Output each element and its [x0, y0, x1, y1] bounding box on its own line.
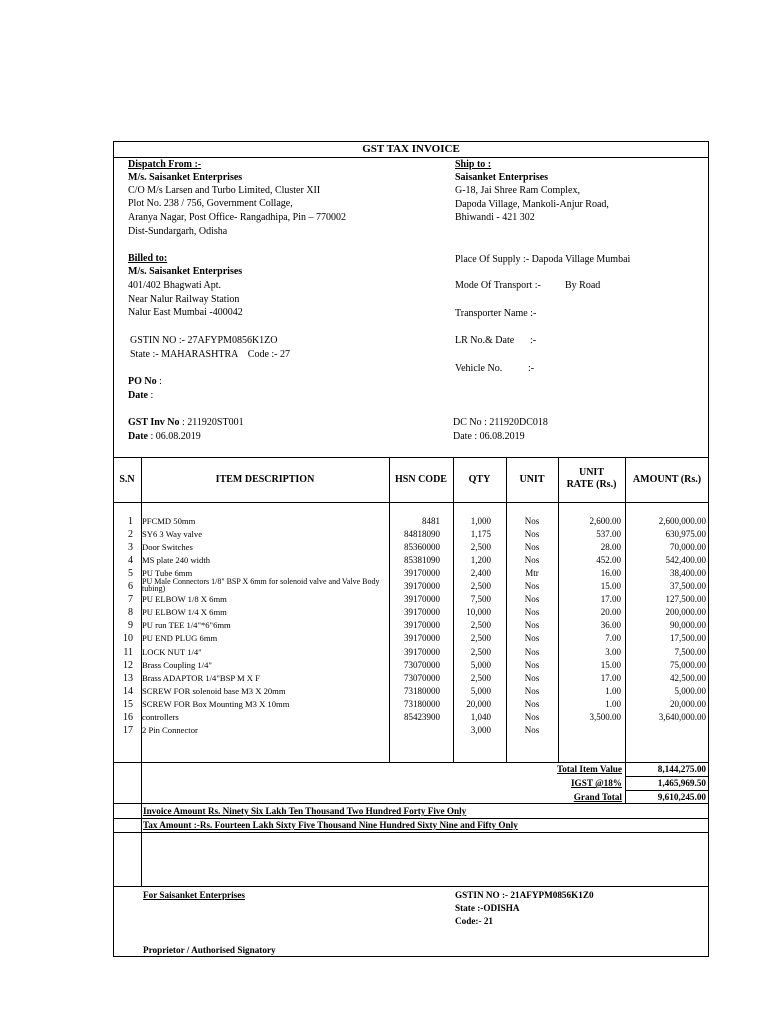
po-date-label: Date	[128, 390, 148, 401]
totals-bottom-line	[113, 803, 709, 804]
table-row	[0, 541, 768, 554]
ship-line: Dapoda Village, Mankoli-Anjur Road,	[455, 199, 609, 210]
cell-amount: 630,975.00	[665, 529, 706, 540]
cell-hsn: 39170000	[404, 594, 440, 605]
cell-rate: 1.00	[605, 685, 621, 696]
header-top-line	[113, 457, 709, 458]
po-separator: :	[156, 376, 162, 387]
place-of-supply: Place Of Supply :- Dapoda Village Mumbai	[455, 254, 631, 265]
cell-sn: 2	[128, 529, 133, 541]
table-row	[0, 554, 768, 567]
cell-qty: 5,000	[470, 659, 491, 670]
table-row	[0, 593, 768, 606]
cell-amount: 37,500.00	[670, 581, 706, 592]
header-qty: QTY	[468, 474, 491, 485]
cell-sn: 7	[128, 594, 133, 606]
total-item-label: Total Item Value	[556, 764, 622, 774]
cell-sn: 16	[123, 711, 133, 723]
cell-amount: 542,400.00	[665, 555, 706, 566]
billed-gstin: GSTIN NO :- 27AFYPM0856K1ZO	[130, 335, 278, 346]
dc-no: DC No : 211920DC018	[453, 417, 548, 428]
cell-hsn: 39170000	[404, 581, 440, 592]
billed-state: State :- MAHARASHTRA Code :- 27	[130, 349, 290, 360]
cell-amount: 200,000.00	[665, 607, 706, 618]
cell-amount: 17,500.00	[670, 633, 706, 644]
cell-unit: Nos	[524, 516, 540, 526]
for-company: For Saisanket Enterprises	[143, 890, 245, 900]
cell-rate: 15.00	[600, 659, 621, 670]
cell-rate: 16.00	[600, 568, 621, 579]
cell-desc: PU run TEE 1/4"*6"6mm	[142, 620, 231, 631]
ship-line: Bhiwandi - 421 302	[455, 212, 535, 223]
cell-qty: 5,000	[470, 685, 491, 696]
cell-rate: 36.00	[600, 620, 621, 631]
table-row	[0, 528, 768, 541]
cell-qty: 2,500	[470, 620, 491, 631]
cell-sn: 6	[128, 581, 133, 593]
words-bottom-line	[113, 832, 709, 833]
cell-amount: 2,600,000.00	[658, 516, 706, 526]
cell-qty: 20,000	[466, 698, 491, 709]
cell-amount: 127,500.00	[665, 594, 706, 605]
cell-desc: PU ELBOW 1/8 X 6mm	[142, 594, 227, 605]
billed-line: Near Nalur Railway Station	[128, 294, 240, 305]
cell-qty: 2,500	[470, 542, 491, 553]
billed-line: Nalur East Mumbai -400042	[128, 307, 243, 318]
signatory: Proprietor / Authorised Signatory	[143, 945, 276, 955]
cell-unit: Nos	[524, 620, 540, 631]
cell-hsn: 73070000	[404, 659, 440, 670]
cell-qty: 7,500	[470, 594, 491, 605]
cell-sn: 14	[123, 685, 133, 697]
cell-sn: 4	[128, 555, 133, 567]
gst-inv-value: : 211920ST001	[179, 417, 244, 428]
cell-desc: controllers	[142, 711, 179, 722]
cell-amount: 90,000.00	[670, 620, 706, 631]
ship-heading: Ship to :	[455, 159, 492, 170]
cell-desc: PFCMD 50mm	[142, 516, 196, 526]
total-item-value: 8,144,275.00	[657, 764, 706, 774]
cell-qty: 1,040	[470, 711, 491, 722]
cell-unit: Nos	[524, 594, 540, 605]
igst-value: 1,465,969.50	[657, 778, 706, 788]
cell-desc: Brass ADAPTOR 1/4"BSP M X F	[142, 672, 260, 683]
invoice-amount-words: Invoice Amount Rs. Ninety Six Lakh Ten Thousand Two Hundred Forty Five Only	[143, 806, 467, 816]
cell-rate: 2,600.00	[589, 516, 621, 526]
cell-unit: Nos	[524, 633, 540, 644]
cell-rate: 1.00	[605, 698, 621, 709]
dispatch-line: Dist-Sundargarh, Odisha	[128, 226, 228, 237]
header-rate-line2: RATE (Rs.)	[566, 479, 617, 490]
cell-qty: 2,500	[470, 646, 491, 657]
billed-line: 401/402 Bhagwati Apt.	[128, 280, 222, 291]
footer-state: State :-ODISHA	[455, 903, 520, 913]
billed-name: M/s. Saisanket Enterprises	[128, 266, 243, 277]
cell-hsn: 73180000	[404, 685, 440, 696]
po-label: PO No	[128, 376, 157, 387]
cell-qty: 2,500	[470, 672, 491, 683]
cell-unit: Mtr	[525, 568, 539, 579]
cell-unit: Nos	[524, 529, 540, 540]
cell-sn: 3	[128, 542, 133, 554]
cell-hsn: 84818090	[404, 529, 440, 540]
cell-rate: 17.00	[600, 594, 621, 605]
cell-unit: Nos	[524, 685, 540, 696]
grand-total-label: Grand Total	[573, 792, 622, 802]
cell-sn: 12	[123, 659, 133, 671]
cell-desc: PU END PLUG 6mm	[142, 633, 218, 644]
inv-date	[128, 431, 201, 443]
cell-hsn: 39170000	[404, 607, 440, 618]
cell-qty: 2,500	[470, 633, 491, 644]
header-hsn: HSN CODE	[395, 474, 447, 485]
cell-amount: 5,000.00	[674, 685, 706, 696]
cell-desc: PU Tube 6mm	[142, 568, 193, 579]
lr-value: :-	[530, 335, 537, 346]
cell-hsn: 73180000	[404, 698, 440, 709]
cell-qty: 3,000	[470, 724, 491, 735]
header-amount: AMOUNT (Rs.)	[632, 474, 702, 485]
cell-rate: 17.00	[600, 672, 621, 683]
title-divider	[113, 157, 709, 158]
table-row	[0, 646, 768, 659]
cell-hsn: 8481	[422, 516, 440, 526]
cell-desc: 2 Pin Connector	[142, 724, 198, 735]
cell-desc: Brass Coupling 1/4"	[142, 659, 212, 670]
table-row	[0, 685, 768, 698]
cell-qty: 10,000	[466, 607, 491, 618]
cell-desc: SY6 3 Way valve	[142, 529, 203, 540]
lr-label: LR No.& Date	[455, 335, 515, 346]
cell-rate: 3,500.00	[589, 711, 621, 722]
cell-rate: 452.00	[596, 555, 621, 566]
cell-hsn: 85423900	[404, 711, 440, 722]
cell-sn: 10	[123, 633, 133, 645]
cell-rate: 28.00	[600, 542, 621, 553]
cell-qty: 1,175	[470, 529, 491, 540]
table-row	[0, 515, 768, 528]
dispatch-line: Aranya Nagar, Post Office- Rangadhipa, Pin – 770002	[128, 212, 346, 223]
cell-hsn: 39170000	[404, 568, 440, 579]
tax-amount-words: Tax Amount :-Rs. Fourteen Lakh Sixty Five Thousand Nine Hundred Sixty Nine and Fifty Only	[143, 820, 518, 830]
cell-amount: 7,500.00	[674, 646, 706, 657]
cell-sn: 5	[128, 568, 133, 580]
cell-qty: 1,200	[470, 555, 491, 566]
header-sn: S.N	[119, 474, 135, 485]
gst-inv-no	[128, 417, 244, 429]
cell-desc: LOCK NUT 1/4"	[142, 646, 202, 657]
po-number	[128, 376, 162, 388]
cell-unit: Nos	[524, 711, 540, 722]
dispatch-line: Plot No. 238 / 756, Government Collage,	[128, 198, 293, 209]
cell-amount: 75,000.00	[670, 659, 706, 670]
po-date-separator: :	[148, 390, 154, 401]
cell-unit: Nos	[524, 555, 540, 566]
table-row	[0, 606, 768, 619]
cell-desc: MS plate 240 width	[142, 555, 211, 566]
header-unit: UNIT	[519, 474, 545, 485]
cell-qty: 2,500	[470, 581, 491, 592]
cell-unit: Nos	[524, 607, 540, 618]
table-row	[0, 711, 768, 724]
cell-desc: SCREW FOR solenoid base M3 X 20mm	[142, 685, 286, 696]
table-row	[0, 619, 768, 632]
footer-code: Code:- 21	[455, 916, 494, 926]
cell-sn: 13	[123, 672, 133, 684]
cell-amount: 70,000.00	[670, 542, 706, 553]
cell-unit: Nos	[524, 724, 540, 735]
cell-sn: 15	[123, 698, 133, 710]
cell-hsn: 73070000	[404, 672, 440, 683]
invoice-title: GST TAX INVOICE	[362, 143, 460, 155]
cell-sn: 8	[128, 607, 133, 619]
cell-sn: 1	[128, 516, 133, 527]
cell-unit: Nos	[524, 581, 540, 592]
dc-date: Date : 06.08.2019	[453, 431, 525, 442]
cell-rate: 537.00	[596, 529, 621, 540]
cell-rate: 15.00	[600, 581, 621, 592]
cell-desc: PU ELBOW 1/4 X 6mm	[142, 607, 227, 618]
cell-rate: 7.00	[605, 633, 621, 644]
mode-of-transport-value: By Road	[565, 280, 601, 291]
cell-amount: 42,500.00	[670, 672, 706, 683]
cell-rate: 20.00	[600, 607, 621, 618]
cell-desc: SCREW FOR Box Mounting M3 X 10mm	[142, 698, 290, 709]
cell-desc: Door Switches	[142, 542, 193, 553]
cell-qty: 1,000	[470, 516, 491, 526]
billed-heading: Billed to:	[128, 253, 168, 264]
grand-total-value: 9,610,245.00	[657, 792, 706, 802]
cell-qty: 2,400	[470, 568, 491, 579]
cell-hsn: 85381090	[404, 555, 440, 566]
cell-unit: Nos	[524, 698, 540, 709]
cell-desc: PU Male Connectors 1/8" BSP X 6mm for solenoid valve and Valve Body tubing)	[142, 578, 380, 594]
inv-date-label: Date	[128, 431, 148, 442]
cell-hsn: 39170000	[404, 646, 440, 657]
cell-hsn: 85360000	[404, 542, 440, 553]
mode-of-transport-label: Mode Of Transport :-	[455, 280, 541, 291]
cell-amount: 3,640,000.00	[658, 711, 706, 722]
igst-label: IGST @18%	[570, 778, 622, 788]
ship-name: Saisanket Enterprises	[455, 172, 549, 183]
cell-sn: 17	[123, 724, 133, 736]
table-row	[0, 632, 768, 645]
cell-unit: Nos	[524, 659, 540, 670]
dispatch-heading: Dispatch From :-	[128, 159, 202, 170]
header-rate-line1: UNIT	[578, 467, 604, 478]
header-description: ITEM DESCRIPTION	[215, 474, 315, 485]
header-bottom-line	[113, 502, 709, 503]
table-row	[0, 698, 768, 711]
po-date	[128, 390, 153, 402]
cell-hsn: 39170000	[404, 620, 440, 631]
table-row	[0, 672, 768, 685]
footer-top-line	[113, 886, 709, 887]
dispatch-line: C/O M/s Larsen and Turbo Limited, Cluster XII	[128, 185, 321, 196]
inv-date-value: : 06.08.2019	[148, 431, 201, 442]
cell-unit: Nos	[524, 542, 540, 553]
gst-inv-label: GST Inv No	[128, 417, 180, 428]
vehicle-label: Vehicle No.	[455, 363, 503, 374]
ship-line: G-18, Jai Shree Ram Complex,	[455, 185, 580, 196]
cell-unit: Nos	[524, 646, 540, 657]
cell-unit: Nos	[524, 672, 540, 683]
transporter-name: Transporter Name :-	[455, 308, 537, 319]
vehicle-value: :-	[528, 363, 535, 374]
dispatch-name: M/s. Saisanket Enterprises	[128, 172, 243, 183]
cell-amount: 20,000.00	[670, 698, 706, 709]
cell-hsn: 39170000	[404, 633, 440, 644]
cell-rate: 3.00	[605, 646, 621, 657]
table-row	[0, 580, 768, 593]
table-row	[0, 659, 768, 672]
cell-sn: 11	[123, 646, 133, 658]
cell-sn: 9	[128, 620, 133, 632]
table-row	[0, 724, 768, 737]
cell-amount: 38,400.00	[670, 568, 706, 579]
footer-gstin: GSTIN NO :- 21AFYPM0856K1Z0	[455, 890, 594, 900]
